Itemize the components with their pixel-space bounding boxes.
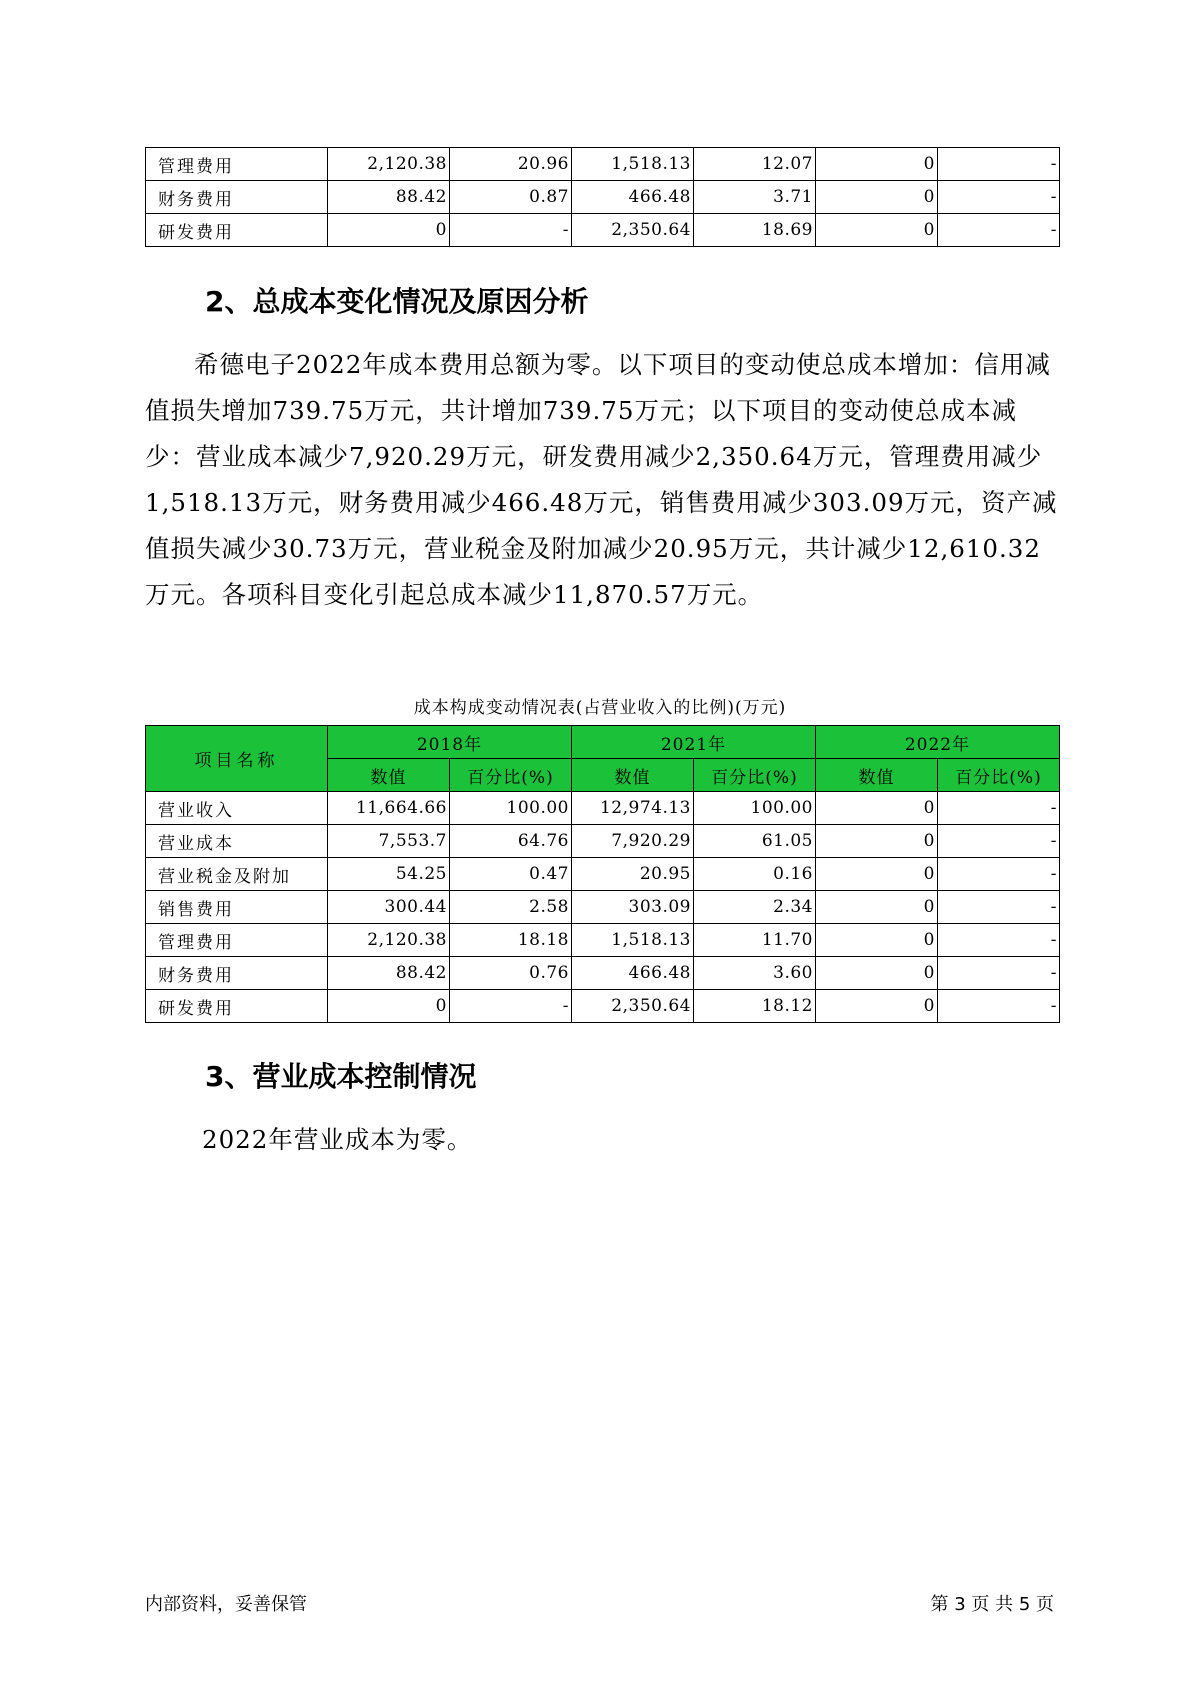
value-cell: 11.70 — [694, 924, 816, 957]
value-cell: 20.95 — [572, 858, 694, 891]
value-cell: 12,974.13 — [572, 792, 694, 825]
header-year-2021: 2021年 — [572, 726, 816, 759]
footer-confidential-note: 内部资料，妥善保管 — [145, 1594, 307, 1615]
value-cell: 0 — [816, 214, 938, 247]
value-cell: 2,350.64 — [572, 990, 694, 1023]
value-cell: 64.76 — [450, 825, 572, 858]
table-row — [146, 957, 1060, 990]
value-cell: 0 — [816, 891, 938, 924]
value-cell: 100.00 — [694, 792, 816, 825]
value-cell: 11,664.66 — [328, 792, 450, 825]
value-cell: 2.34 — [694, 891, 816, 924]
value-cell: 61.05 — [694, 825, 816, 858]
value-cell: 18.18 — [450, 924, 572, 957]
value-cell: 303.09 — [572, 891, 694, 924]
header-percent: 百分比(%) — [694, 759, 816, 792]
cost-change-paragraph: 希德电子2022年成本费用总额为零。以下项目的变动使总成本增加：信用减值损失增加739.75万元，共计增加739.75万元；以下项目的变动使总成本减少：营业成本减少7,920.29万元，研发费用减少2,350.64万元，管理费用减少1,518.13万元，财务费用减少466.48万元，销售费用减少303.09万元，资产减值损失减少30.73万元，营业税金及附加减少20.95万元，共计减少12,610.32万元。各项科目变化引起总成本减少11,870.57万元。 — [145, 350, 1058, 609]
section-heading-cost-control: 3、营业成本控制情况 — [205, 1060, 477, 1093]
row-label-cell: 财务费用 — [146, 181, 328, 214]
value-cell: 54.25 — [328, 858, 450, 891]
row-label-cell: 研发费用 — [146, 214, 328, 247]
table-row — [146, 792, 1060, 825]
value-cell: - — [450, 214, 572, 247]
value-cell: - — [938, 990, 1060, 1023]
row-label-cell: 管理费用 — [146, 924, 328, 957]
header-value: 数值 — [816, 759, 938, 792]
header-percent: 百分比(%) — [938, 759, 1060, 792]
value-cell: 0.87 — [450, 181, 572, 214]
cost-control-paragraph: 2022年营业成本为零。 — [202, 1125, 473, 1154]
value-cell: 0.76 — [450, 957, 572, 990]
value-cell: 0 — [816, 148, 938, 181]
value-cell: - — [938, 858, 1060, 891]
header-year-2022: 2022年 — [816, 726, 1060, 759]
value-cell: 0 — [816, 825, 938, 858]
cost-composition-table — [145, 725, 1060, 1023]
value-cell: 2.58 — [450, 891, 572, 924]
value-cell: - — [938, 148, 1060, 181]
value-cell: - — [938, 891, 1060, 924]
value-cell: 466.48 — [572, 181, 694, 214]
row-label-cell: 营业成本 — [146, 825, 328, 858]
table-row — [146, 148, 1060, 181]
value-cell: 0 — [816, 924, 938, 957]
header-year-2018: 2018年 — [328, 726, 572, 759]
header-value: 数值 — [572, 759, 694, 792]
row-label-cell: 营业税金及附加 — [146, 858, 328, 891]
value-cell: 0.16 — [694, 858, 816, 891]
value-cell: 1,518.13 — [572, 924, 694, 957]
value-cell: - — [450, 990, 572, 1023]
value-cell: - — [938, 214, 1060, 247]
table-caption: 成本构成变动情况表(占营业收入的比例)(万元) — [413, 698, 787, 718]
row-label-cell: 财务费用 — [146, 957, 328, 990]
section-heading-cost-change: 2、总成本变化情况及原因分析 — [205, 285, 589, 318]
value-cell: 18.69 — [694, 214, 816, 247]
table-row — [146, 924, 1060, 957]
value-cell: 0.47 — [450, 858, 572, 891]
footer-page-number: 第 3 页 共 5 页 — [930, 1594, 1054, 1615]
value-cell: 100.00 — [450, 792, 572, 825]
value-cell: - — [938, 957, 1060, 990]
table-header-row-years — [146, 726, 1060, 759]
value-cell: 7,920.29 — [572, 825, 694, 858]
table-row — [146, 858, 1060, 891]
value-cell: - — [938, 181, 1060, 214]
table-row — [146, 990, 1060, 1023]
cost-structure-table-continued — [145, 147, 1060, 247]
value-cell: 12.07 — [694, 148, 816, 181]
value-cell: - — [938, 825, 1060, 858]
value-cell: 88.42 — [328, 181, 450, 214]
value-cell: 0 — [816, 792, 938, 825]
value-cell: 0 — [328, 214, 450, 247]
value-cell: - — [938, 924, 1060, 957]
value-cell: 18.12 — [694, 990, 816, 1023]
table-row — [146, 214, 1060, 247]
row-label-cell: 销售费用 — [146, 891, 328, 924]
value-cell: 0 — [816, 858, 938, 891]
value-cell: 0 — [816, 957, 938, 990]
table-row — [146, 181, 1060, 214]
value-cell: 1,518.13 — [572, 148, 694, 181]
value-cell: 2,350.64 — [572, 214, 694, 247]
row-label-cell: 营业收入 — [146, 792, 328, 825]
value-cell: 300.44 — [328, 891, 450, 924]
value-cell: 2,120.38 — [328, 924, 450, 957]
header-percent: 百分比(%) — [450, 759, 572, 792]
value-cell: 0 — [816, 990, 938, 1023]
row-label-cell: 研发费用 — [146, 990, 328, 1023]
value-cell: 0 — [328, 990, 450, 1023]
value-cell: - — [938, 792, 1060, 825]
table-row — [146, 891, 1060, 924]
value-cell: 3.60 — [694, 957, 816, 990]
value-cell: 2,120.38 — [328, 148, 450, 181]
value-cell: 0 — [816, 181, 938, 214]
value-cell: 3.71 — [694, 181, 816, 214]
header-item-name: 项目名称 — [146, 726, 328, 792]
value-cell: 20.96 — [450, 148, 572, 181]
header-value: 数值 — [328, 759, 450, 792]
value-cell: 7,553.7 — [328, 825, 450, 858]
table-row — [146, 825, 1060, 858]
row-label-cell: 管理费用 — [146, 148, 328, 181]
value-cell: 88.42 — [328, 957, 450, 990]
value-cell: 466.48 — [572, 957, 694, 990]
